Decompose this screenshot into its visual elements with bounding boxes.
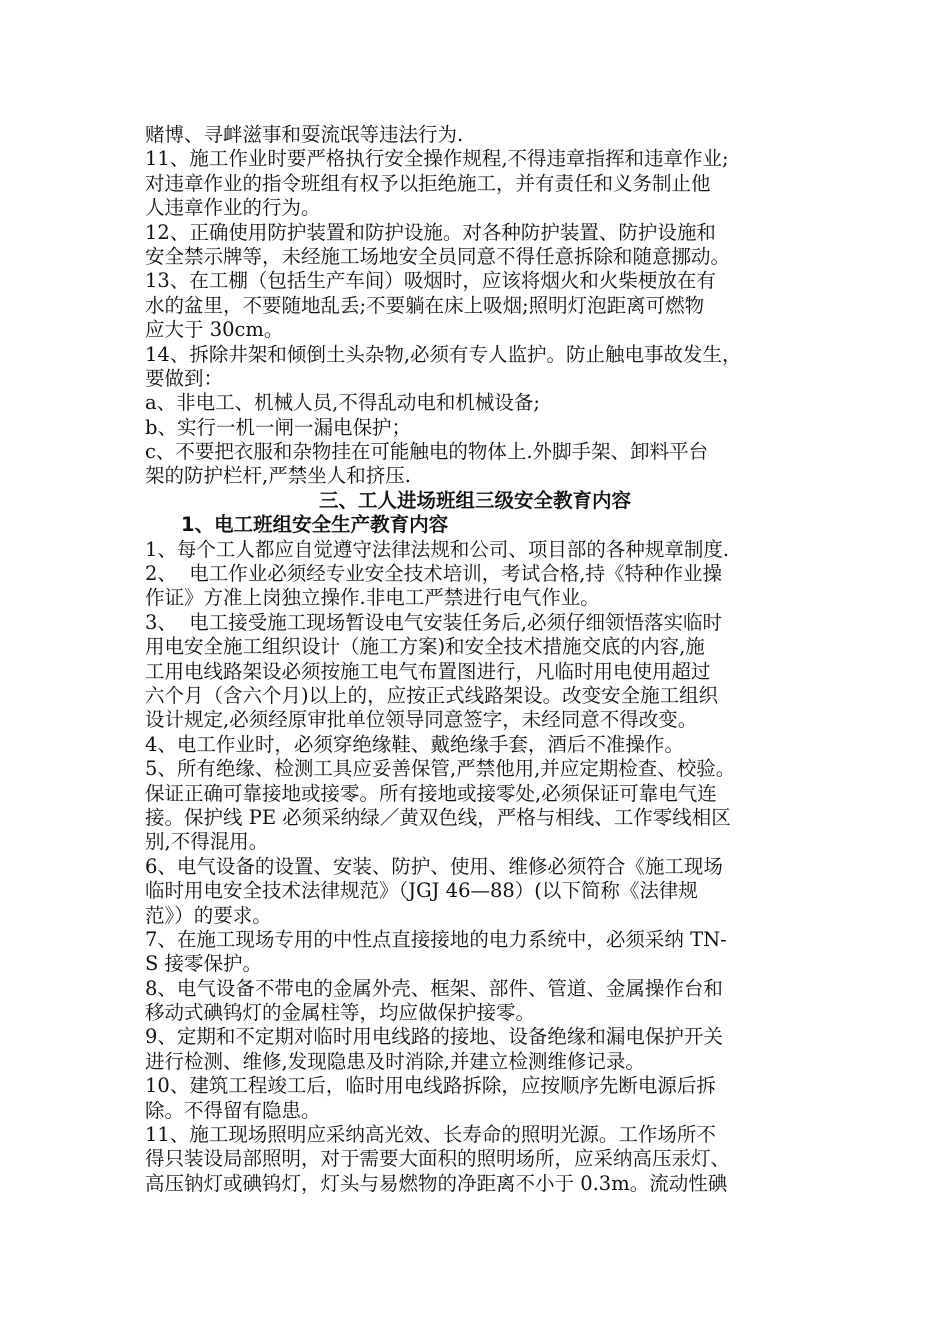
text-line: 保证正确可靠接地或接零。所有接地或接零处,必须保证可靠电气连 [145,781,717,805]
text-line: 用电安全施工组织设计（施工方案)和安全技术措施交底的内容,施 [145,635,705,659]
text-line: 安全禁示牌等，未经施工场地安全员同意不得任意拆除和随意挪动。 [145,244,731,268]
text-line: 9、定期和不定期对临时用电线路的接地、设备绝缘和漏电保护开关 [145,1025,723,1049]
section-heading: 三、工人进场班组三级安全教育内容 [318,488,631,512]
text-line: 要做到： [145,366,224,390]
text-line: 接。保护线 PE 必须采纳绿／黄双色线，严格与相线、工作零线相区 [145,805,731,829]
text-line: 6、电气设备的设置、安装、防护、使用、维修必须符合《施工现场 [145,854,723,878]
text-line: 4、电工作业时，必须穿绝缘鞋、戴绝缘手套，酒后不准操作。 [145,732,684,756]
text-line: 水的盆里，不要随地乱丢;不要躺在床上吸烟;照明灯泡距离可燃物 [145,293,705,317]
text-line: 1、每个工人都应自觉遵守法律法规和公司、项目部的各种规章制度. [145,537,730,561]
paragraph-block-after [145,538,825,1197]
text-line: 5、所有绝缘、检测工具应妥善保管,严禁他用,并应定期检查、校验。 [145,757,736,781]
paragraph-block-before [145,123,825,489]
text-line: 范》）的要求。 [145,903,272,927]
text-line: 人违章作业的行为。 [145,196,321,220]
text-line: 赌博、寻衅滋事和耍流氓等违法行为. [145,123,464,146]
text-line: b、实行一机一闸一漏电保护； [145,415,411,439]
text-line: c、不要把衣服和杂物挂在可能触电的物体上.外脚手架、卸料平台 [145,440,709,464]
text-line: 10、建筑工程竣工后，临时用电线路拆除，应按顺序先断电源后拆 [145,1074,716,1098]
text-line: 设计规定,必须经原审批单位领导同意签字，未经同意不得改变。 [145,708,698,732]
text-line: a、非电工、机械人员,不得乱动电和机械设备; [145,391,540,415]
text-line: S 接零保护。 [145,952,263,976]
document-body [145,123,825,1196]
text-line: 13、在工棚（包括生产车间）吸烟时，应该将烟火和火柴梗放在有 [145,269,716,293]
text-line: 2、 电工作业必须经专业安全技术培训，考试合格,持《特种作业操 [145,562,723,586]
text-line: 工用电线路架设必须按施工电气布置图进行，凡临时用电使用超过 [145,659,711,683]
text-line: 12、正确使用防护装置和防护设施。对各种防护装置、防护设施和 [145,220,716,244]
text-line: 临时用电安全技术法律规范》（JGJ 46—88）(以下简称《法律规 [145,879,698,903]
text-line: 进行检测、维修,发现隐患及时消除,并建立检测维修记录。 [145,1049,645,1073]
text-line: 对违章作业的指令班组有权予以拒绝施工，并有责任和义务制止他 [145,171,711,195]
text-line: 得只装设局部照明，对于需要大面积的照明场所，应采纳高压汞灯、 [145,1147,731,1171]
text-line: 7、在施工现场专用的中性点直接接地的电力系统中，必须采纳 TN- [145,927,727,951]
text-line: 8、电气设备不带电的金属外壳、框架、部件、管道、金属操作台和 [145,976,723,1000]
text-line: 架的防护栏杆,严禁坐人和挤压. [145,464,411,488]
text-line: 3、 电工接受施工现场暂设电气安装任务后,必须仔细领悟落实临时 [145,610,723,634]
sub-heading: 1、电工班组安全生产教育内容 [181,513,449,537]
text-line: 除。不得留有隐患。 [145,1098,321,1122]
text-line: 移动式碘钨灯的金属柱等，均应做保护接零。 [145,1001,536,1025]
text-line: 高压钠灯或碘钨灯，灯头与易燃物的净距离不小于 0.3m。流动性碘 [145,1171,728,1195]
text-line: 11、施工现场照明应采纳高光效、长寿命的照明光源。工作场所不 [145,1123,716,1147]
text-line: 别,不得混用。 [145,830,269,854]
text-line: 11、施工作业时要严格执行安全操作规程,不得违章指挥和违章作业; [145,147,729,171]
text-line: 应大于 30cm。 [145,318,284,342]
text-line: 六个月（含六个月)以上的，应按正式线路架设。改变安全施工组织 [145,683,719,707]
text-line: 作证》方准上岗独立操作.非电工严禁进行电气作业。 [145,586,600,610]
text-line: 14、拆除井架和倾倒土头杂物,必须有专人监护。防止触电事故发生， [145,342,742,366]
